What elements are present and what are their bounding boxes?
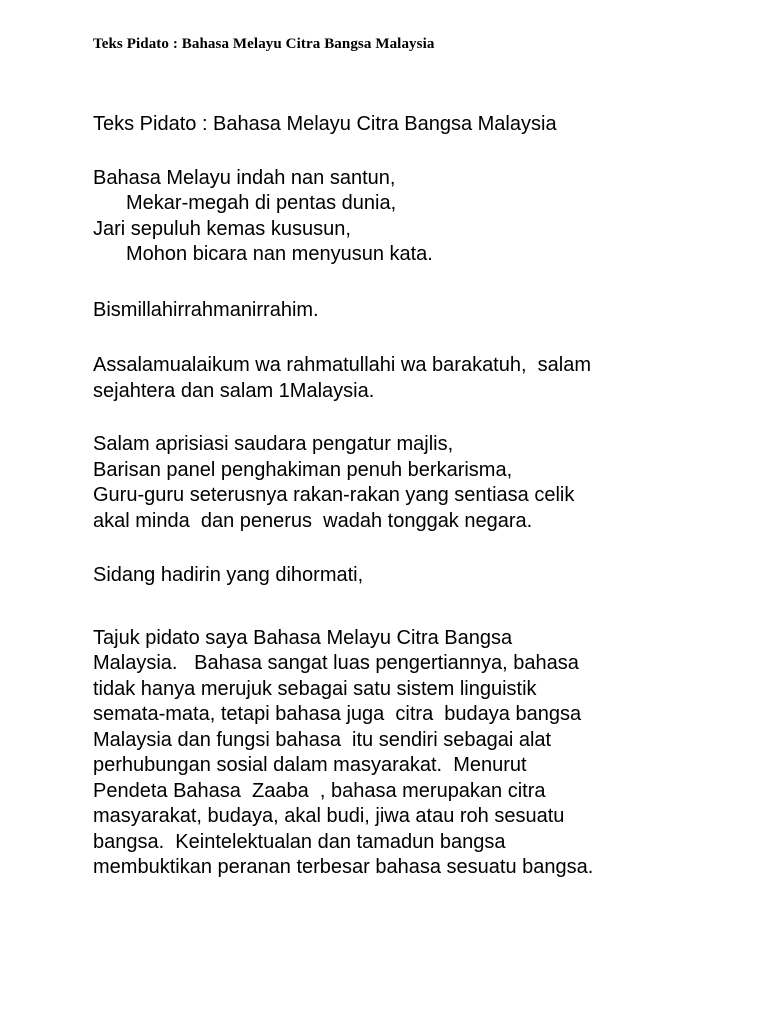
- document-body: [93, 112, 733, 881]
- paragraph-line: Salam aprisiasi saudara pengatur majlis,: [93, 433, 454, 455]
- poem-line: Jari sepuluh kemas kususun,: [93, 217, 351, 240]
- paragraph-line: Tajuk pidato saya Bahasa Melayu Citra Bangsa: [93, 626, 513, 649]
- document-title: [93, 112, 733, 138]
- paragraph-line: Malaysia dan fungsi bahasa itu sendiri sebagai alat: [93, 728, 552, 751]
- paragraph-line: masyarakat, budaya, akal budi, jiwa atau roh sesuatu: [93, 805, 565, 827]
- paragraph-line: Barisan panel penghakiman penuh berkarisma,: [93, 458, 513, 481]
- paragraph-line: akal minda dan penerus wadah tonggak negara.: [93, 509, 533, 532]
- paragraph-line: tidak hanya merujuk sebagai satu sistem linguistik: [93, 677, 537, 700]
- address-paragraph: [93, 563, 733, 589]
- paragraph-line: Guru-guru seterusnya rakan-rakan yang sentiasa celik: [93, 484, 575, 506]
- poem-line: Bahasa Melayu indah nan santun,: [93, 166, 396, 189]
- intro-paragraph: [93, 626, 733, 881]
- paragraph-line: Pendeta Bahasa Zaaba , bahasa merupakan citra: [93, 779, 546, 802]
- paragraph-line: Assalamualaikum wa rahmatullahi wa barakatuh, salam: [93, 354, 592, 376]
- poem-line: Mohon bicara nan menyusun kata.: [126, 243, 433, 265]
- opening-pantun: [93, 166, 733, 268]
- paragraph-line: bangsa. Keintelektualan dan tamadun bangsa: [93, 830, 506, 853]
- paragraph-line: Sidang hadirin yang dihormati,: [93, 564, 364, 586]
- paragraph-line: Malaysia. Bahasa sangat luas pengertiannya, bahasa: [93, 652, 579, 674]
- title-line: Teks Pidato : Bahasa Melayu Citra Bangsa Malaysia: [93, 113, 557, 135]
- paragraph-line: sejahtera dan salam 1Malaysia.: [93, 379, 375, 402]
- paragraph-line: Bismillahirrahmanirrahim.: [93, 298, 319, 321]
- greeting-paragraph: [93, 353, 733, 404]
- running-header: Teks Pidato : Bahasa Melayu Citra Bangsa Malaysia: [93, 36, 435, 52]
- basmalah-paragraph: [93, 298, 733, 324]
- salutation-paragraph: [93, 432, 733, 534]
- paragraph-line: membuktikan peranan terbesar bahasa sesuatu bangsa.: [93, 856, 594, 878]
- paragraph-line: perhubungan sosial dalam masyarakat. Menurut: [93, 754, 527, 776]
- paragraph-line: semata-mata, tetapi bahasa juga citra budaya bangsa: [93, 703, 582, 725]
- poem-line: Mekar-megah di pentas dunia,: [126, 192, 397, 214]
